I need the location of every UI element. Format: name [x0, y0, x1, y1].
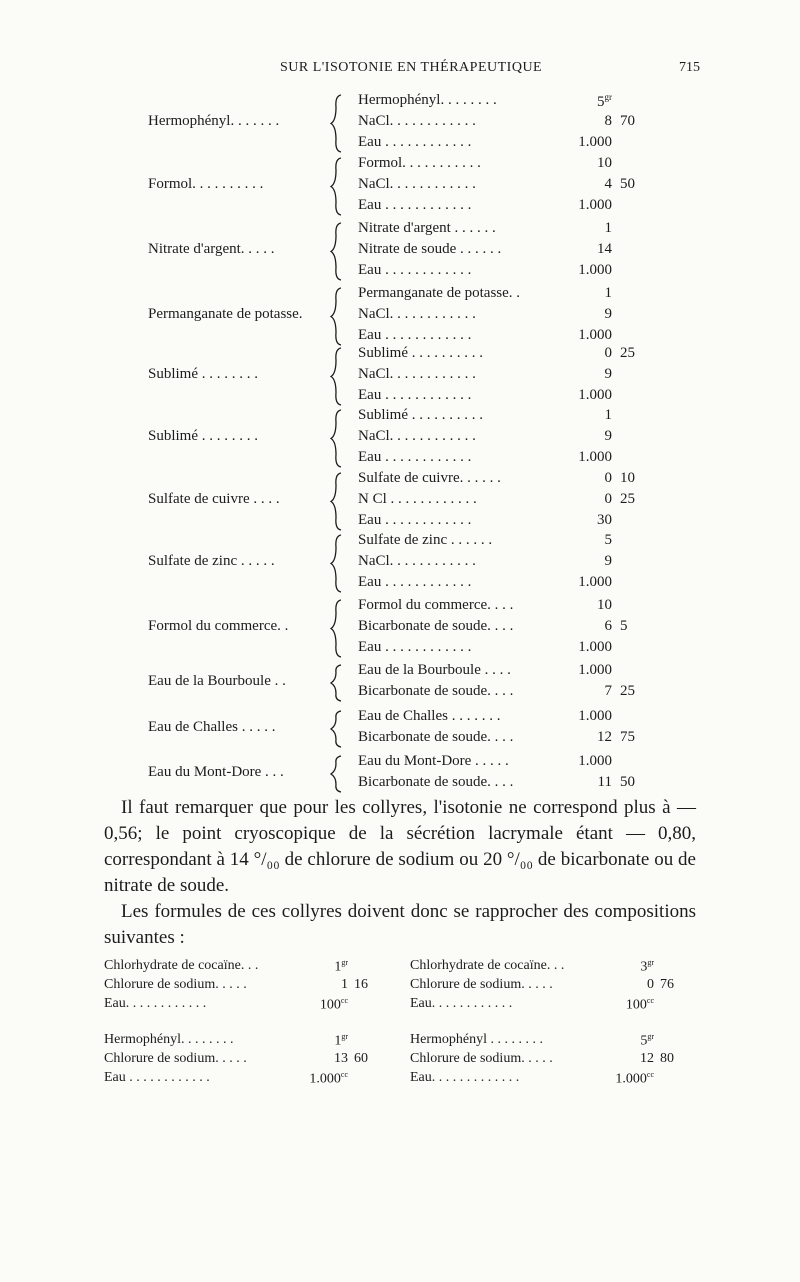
collyre-ingredient: Chlorhydrate de cocaïne. . .: [104, 958, 259, 973]
brace-icon: [330, 534, 348, 593]
ingredient-row: NaCl. . . . . . . . . . . .: [358, 113, 476, 129]
unit-superscript: cc: [646, 1070, 654, 1079]
formula-name: Eau du Mont-Dore . . .: [148, 763, 284, 780]
running-title: SUR L'ISOTONIE EN THÉRAPEUTIQUE: [280, 60, 543, 75]
ingredient-quantity: 1: [604, 285, 612, 301]
ingredient-row: Bicarbonate de soude. . . .: [358, 618, 514, 634]
unit-superscript: cc: [646, 996, 654, 1005]
body-text: [104, 795, 696, 951]
brace-icon: [330, 755, 348, 793]
ingredient-quantity: 30: [597, 512, 612, 528]
formula-name: Formol. . . . . . . . . .: [148, 176, 264, 192]
ingredient-row: Eau . . . . . . . . . . . .: [358, 449, 472, 465]
unit-superscript: gr: [341, 1032, 348, 1041]
collyre-quantity: $100^{cc}$: [319, 996, 348, 1013]
ingredient-quantity: 1.000: [578, 262, 612, 278]
ingredient-quantity: 1.000: [578, 134, 612, 150]
ingredient-quantity: $5^{gr}$: [597, 92, 612, 110]
collyre-quantity: $1^{gr}$: [334, 958, 348, 975]
collyre-ingredient: Chlorure de sodium. . . . .: [104, 1051, 247, 1066]
formula-name: Eau de la Bourboule . .: [148, 672, 286, 689]
ingredient-row: Sulfate de cuivre. . . . . .: [358, 470, 501, 486]
paragraph-collyres-isotonie: Il faut remarquer que pour les collyres, l'isotonie ne correspond plus à — 0,56; le point cryoscopique de la sécrétion lacrymale étant — 0,80, correspondant à 14 °/₀₀ de chlorure de sodium ou 20 °/₀₀ de bicarbonate ou de nitrate de soude.: [104, 797, 696, 896]
ingredient-row: Eau du Mont-Dore . . . . .: [358, 753, 509, 769]
ingredient-row: Bicarbonate de soude. . . .: [358, 683, 514, 699]
unit-superscript: gr: [647, 958, 654, 967]
brace-icon: [330, 347, 348, 406]
ingredient-quantity: 1.000: [578, 449, 612, 465]
collyre-quantity: 12: [640, 1051, 654, 1066]
collyre-row: [104, 1051, 374, 1070]
ingredient-quantity: 6: [604, 618, 612, 634]
ingredient-row: Bicarbonate de soude. . . .: [358, 729, 514, 745]
collyre-ingredient: Chlorure de sodium. . . . .: [104, 977, 247, 992]
ingredient-row: Nitrate de soude . . . . . .: [358, 241, 502, 257]
ingredient-quantity: 0: [604, 345, 612, 361]
ingredient-row: Nitrate d'argent . . . . . .: [358, 220, 496, 236]
ingredient-row: Formol du commerce. . . .: [358, 597, 514, 613]
ingredient-row: N Cl . . . . . . . . . . . .: [358, 491, 477, 507]
ingredient-row: Sublimé . . . . . . . . . .: [358, 407, 484, 423]
ingredient-quantity: 14: [597, 241, 612, 257]
brace-icon: [330, 664, 348, 702]
ingredient-quantity-fraction: 70: [620, 113, 635, 129]
collyre-ingredient: Chlorure de sodium. . . . .: [410, 1051, 553, 1066]
unit-superscript: gr: [647, 1032, 654, 1041]
brace-icon: [330, 287, 348, 346]
ingredient-quantity: 8: [604, 113, 612, 129]
ingredient-quantity: 1.000: [578, 662, 612, 678]
ingredient-quantity: 10: [597, 155, 612, 171]
collyre-ingredient: Chlorure de sodium. . . . .: [410, 977, 553, 992]
collyre-quantity: 13: [334, 1051, 348, 1066]
brace-icon: [330, 94, 348, 153]
ingredient-row: Eau . . . . . . . . . . . .: [358, 574, 472, 590]
collyre-ingredient: Hermophényl . . . . . . . .: [410, 1032, 543, 1047]
ingredient-quantity: 1.000: [578, 753, 612, 769]
ingredient-quantity: 9: [604, 553, 612, 569]
brace-icon: [330, 222, 348, 281]
brace-icon: [330, 599, 348, 658]
collyre-row: [410, 1051, 680, 1070]
ingredient-quantity: 12: [597, 729, 612, 745]
ingredient-row: Sublimé . . . . . . . . . .: [358, 345, 484, 361]
formula-name: Sublimé . . . . . . . .: [148, 366, 259, 382]
ingredient-quantity-fraction: 25: [620, 491, 635, 507]
ingredient-quantity: 1.000: [578, 574, 612, 590]
ingredient-row: NaCl. . . . . . . . . . . .: [358, 553, 476, 569]
formula-name: Permanganate de potasse.: [148, 306, 303, 322]
collyre-quantity-fraction: 16: [354, 977, 368, 992]
ingredient-row: Eau . . . . . . . . . . . .: [358, 134, 472, 150]
unit-superscript: cc: [340, 996, 348, 1005]
collyre-table: [104, 958, 374, 1015]
collyre-ingredient: Eau. . . . . . . . . . . . .: [410, 1070, 520, 1085]
formula-name: Eau de Challes . . . . .: [148, 718, 276, 735]
collyre-ingredient: Chlorhydrate de cocaïne. . .: [410, 958, 565, 973]
collyre-row: [104, 958, 374, 977]
ingredient-quantity: 10: [597, 597, 612, 613]
page-number: 715: [679, 60, 700, 75]
ingredient-row: Hermophényl. . . . . . . .: [358, 92, 497, 108]
ingredient-row: NaCl. . . . . . . . . . . .: [358, 366, 476, 382]
ingredient-row: NaCl. . . . . . . . . . . .: [358, 176, 476, 192]
collyre-row: [410, 958, 680, 977]
ingredient-row: Eau de la Bourboule . . . .: [358, 662, 511, 678]
ingredient-quantity: 1: [604, 220, 612, 236]
ingredient-row: Sulfate de zinc . . . . . .: [358, 532, 493, 548]
collyre-quantity: $5^{gr}$: [640, 1032, 654, 1049]
formula-name: Hermophényl. . . . . . .: [148, 113, 280, 129]
collyre-quantity: 0: [647, 977, 654, 992]
collyre-quantity-fraction: 76: [660, 977, 674, 992]
ingredient-quantity-fraction: 5: [620, 618, 628, 634]
ingredient-row: Eau de Challes . . . . . . .: [358, 708, 501, 724]
ingredient-row: Formol. . . . . . . . . . .: [358, 155, 481, 171]
formula-name: Sulfate de zinc . . . . .: [148, 553, 275, 569]
collyre-ingredient: Eau. . . . . . . . . . . .: [410, 996, 513, 1011]
ingredient-row: NaCl. . . . . . . . . . . .: [358, 306, 476, 322]
ingredient-quantity: 9: [604, 428, 612, 444]
ingredient-quantity-fraction: 50: [620, 774, 635, 790]
ingredient-quantity: 1.000: [578, 708, 612, 724]
ingredient-quantity: 4: [604, 176, 612, 192]
unit-superscript: cc: [340, 1070, 348, 1079]
unit-superscript: gr: [341, 958, 348, 967]
ingredient-quantity: 1.000: [578, 197, 612, 213]
collyre-quantity: 1.000$^{cc}$: [615, 1070, 654, 1087]
collyre-quantity: $3^{gr}$: [640, 958, 654, 975]
formula-name: Sulfate de cuivre . . . .: [148, 491, 280, 507]
ingredient-quantity-fraction: 50: [620, 176, 635, 192]
ingredient-quantity: 9: [604, 366, 612, 382]
ingredient-quantity: 7: [604, 683, 612, 699]
ingredient-row: Permanganate de potasse. .: [358, 285, 521, 301]
collyre-ingredient: Eau. . . . . . . . . . . .: [104, 996, 207, 1011]
ingredient-quantity: 11: [597, 774, 612, 790]
formula-name: Formol du commerce. .: [148, 618, 289, 634]
collyre-row: [410, 1070, 680, 1089]
collyre-row: [104, 1032, 374, 1051]
ingredient-quantity-fraction: 75: [620, 729, 635, 745]
collyre-quantity: $1^{gr}$: [334, 1032, 348, 1049]
running-header: [100, 60, 700, 82]
formula-name: Sublimé . . . . . . . .: [148, 428, 259, 444]
collyre-row: [410, 1032, 680, 1051]
ingredient-quantity-fraction: 25: [620, 345, 635, 361]
brace-icon: [330, 409, 348, 468]
collyre-quantity: 1.000$^{cc}$: [309, 1070, 348, 1087]
collyre-row: [104, 996, 374, 1015]
formula-name: Nitrate d'argent. . . . .: [148, 241, 275, 257]
collyre-table: [104, 1032, 374, 1089]
ingredient-row: Eau . . . . . . . . . . . .: [358, 262, 472, 278]
ingredient-quantity: 9: [604, 306, 612, 322]
ingredient-row: Eau . . . . . . . . . . . .: [358, 387, 472, 403]
collyre-quantity-fraction: 80: [660, 1051, 674, 1066]
unit-superscript: gr: [604, 92, 612, 102]
ingredient-quantity: 1.000: [578, 639, 612, 655]
ingredient-quantity-fraction: 25: [620, 683, 635, 699]
ingredient-quantity: 1: [604, 407, 612, 423]
ingredient-quantity: 0: [604, 491, 612, 507]
ingredient-quantity-fraction: 10: [620, 470, 635, 486]
collyre-row: [410, 977, 680, 996]
brace-icon: [330, 472, 348, 531]
ingredient-quantity: 1.000: [578, 327, 612, 343]
ingredient-row: Bicarbonate de soude. . . .: [358, 774, 514, 790]
ingredient-quantity: 1.000: [578, 387, 612, 403]
collyre-row: [104, 977, 374, 996]
ingredient-row: Eau . . . . . . . . . . . .: [358, 197, 472, 213]
collyre-ingredient: Hermophényl. . . . . . . .: [104, 1032, 234, 1047]
ingredient-row: Eau . . . . . . . . . . . .: [358, 639, 472, 655]
ingredient-quantity: 0: [604, 470, 612, 486]
paragraph-compositions: Les formules de ces collyres doivent donc se rapprocher des compositions suivantes :: [104, 901, 696, 948]
collyre-table: [410, 958, 680, 1015]
collyre-quantity: $100^{cc}$: [625, 996, 654, 1013]
ingredient-row: Eau . . . . . . . . . . . .: [358, 327, 472, 343]
ingredient-row: NaCl. . . . . . . . . . . .: [358, 428, 476, 444]
collyre-quantity-fraction: 60: [354, 1051, 368, 1066]
collyre-quantity: 1: [341, 977, 348, 992]
brace-icon: [330, 157, 348, 216]
collyre-row: [104, 1070, 374, 1089]
collyre-table: [410, 1032, 680, 1089]
ingredient-quantity: 5: [604, 532, 612, 548]
brace-icon: [330, 710, 348, 748]
collyre-row: [410, 996, 680, 1015]
collyre-ingredient: Eau . . . . . . . . . . . .: [104, 1070, 210, 1085]
ingredient-row: Eau . . . . . . . . . . . .: [358, 512, 472, 528]
